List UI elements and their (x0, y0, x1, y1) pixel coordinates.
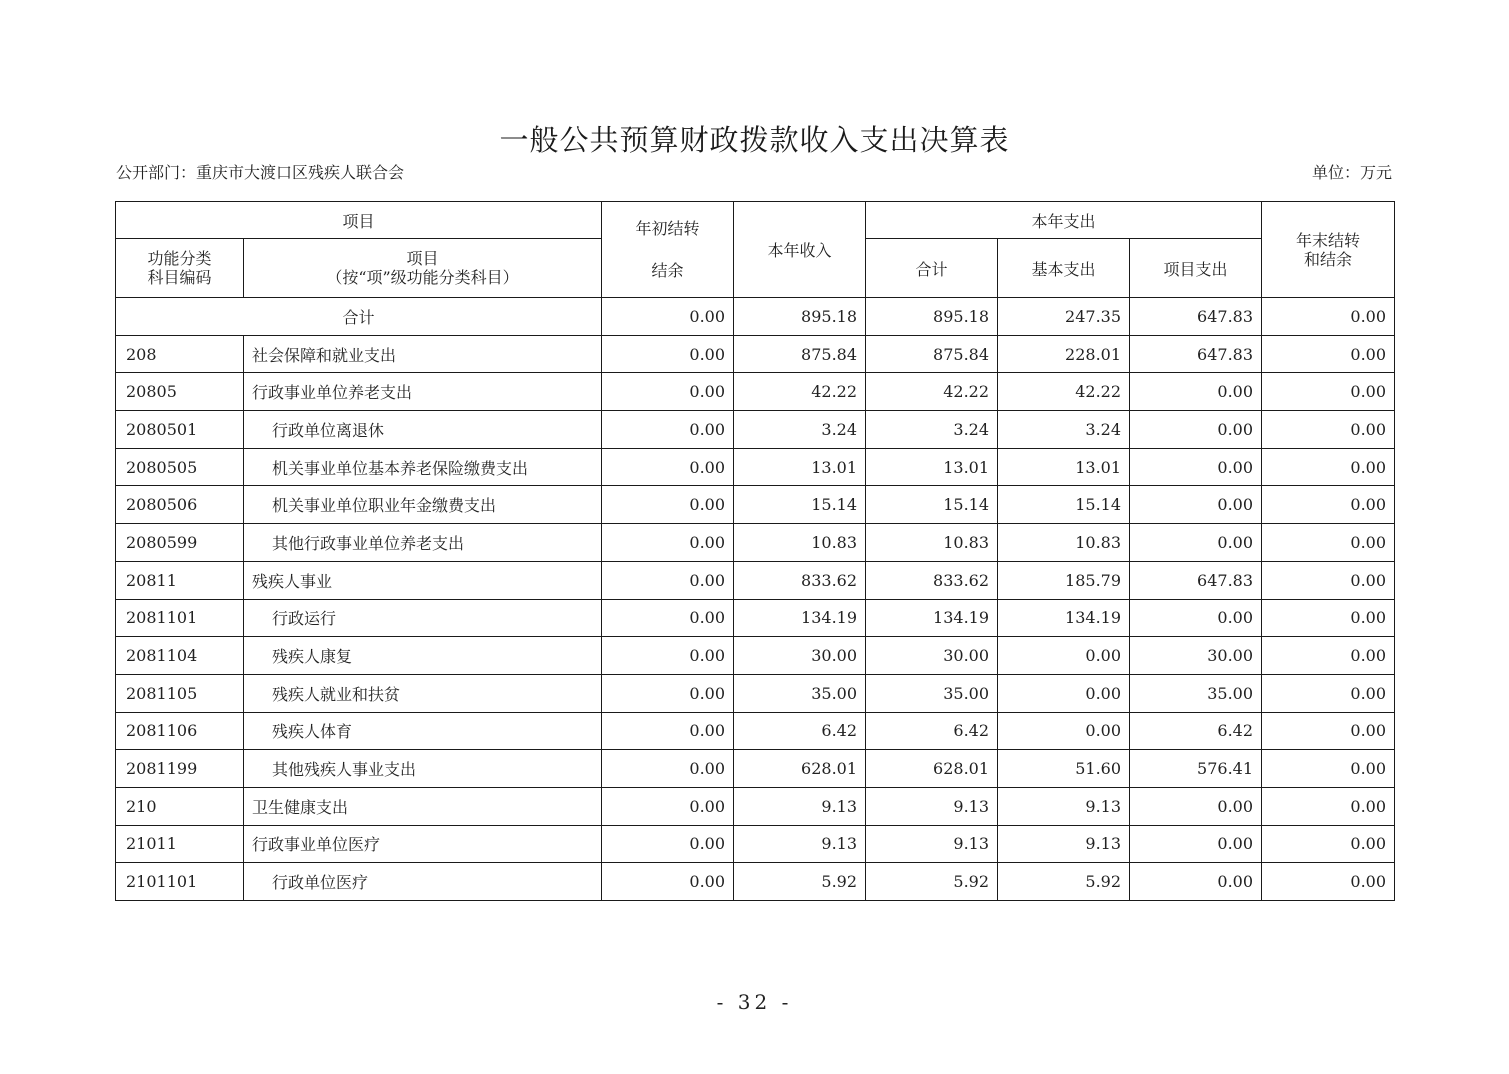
row-begin-balance: 0.00 (602, 674, 734, 712)
row-name: 行政单位医疗 (244, 863, 602, 901)
table-row (116, 599, 1395, 637)
row-end-balance: 0.00 (1262, 335, 1395, 373)
table-row (116, 674, 1395, 712)
row-code: 2081104 (116, 637, 244, 675)
row-end-balance: 0.00 (1262, 448, 1395, 486)
table-row (116, 373, 1395, 411)
header-expense-total: 合计 (866, 239, 998, 298)
row-code: 2080506 (116, 486, 244, 524)
row-expense-project: 35.00 (1130, 674, 1262, 712)
row-begin-balance: 0.00 (602, 750, 734, 788)
row-code: 21011 (116, 825, 244, 863)
header-name-col (244, 239, 602, 298)
total-begin: 0.00 (602, 298, 734, 336)
row-expense-project: 576.41 (1130, 750, 1262, 788)
row-expense-total: 15.14 (866, 486, 998, 524)
row-end-balance: 0.00 (1262, 863, 1395, 901)
budget-table (115, 201, 1395, 901)
table-row (116, 486, 1395, 524)
row-expense-total: 42.22 (866, 373, 998, 411)
row-expense-basic: 134.19 (998, 599, 1130, 637)
row-expense-project: 0.00 (1130, 787, 1262, 825)
row-expense-total: 628.01 (866, 750, 998, 788)
table-row (116, 561, 1395, 599)
row-begin-balance: 0.00 (602, 373, 734, 411)
row-expense-basic: 3.24 (998, 411, 1130, 449)
row-name: 残疾人事业 (244, 561, 602, 599)
row-expense-total: 875.84 (866, 335, 998, 373)
row-code: 2080505 (116, 448, 244, 486)
row-expense-basic: 228.01 (998, 335, 1130, 373)
header-code-line2: 科目编码 (147, 268, 212, 287)
header-expense-project: 项目支出 (1130, 239, 1262, 298)
row-expense-total: 5.92 (866, 863, 998, 901)
row-income: 35.00 (734, 674, 866, 712)
row-name: 卫生健康支出 (244, 787, 602, 825)
row-name: 残疾人就业和扶贫 (244, 674, 602, 712)
row-begin-balance: 0.00 (602, 448, 734, 486)
row-expense-total: 9.13 (866, 825, 998, 863)
row-income: 9.13 (734, 825, 866, 863)
row-begin-balance: 0.00 (602, 335, 734, 373)
row-expense-project: 0.00 (1130, 486, 1262, 524)
row-begin-balance: 0.00 (602, 787, 734, 825)
total-income: 895.18 (734, 298, 866, 336)
total-end: 0.00 (1262, 298, 1395, 336)
row-name: 残疾人体育 (244, 712, 602, 750)
row-end-balance: 0.00 (1262, 373, 1395, 411)
row-expense-basic: 15.14 (998, 486, 1130, 524)
row-expense-total: 6.42 (866, 712, 998, 750)
row-end-balance: 0.00 (1262, 637, 1395, 675)
table-row (116, 448, 1395, 486)
row-code: 20805 (116, 373, 244, 411)
row-name: 其他残疾人事业支出 (244, 750, 602, 788)
row-name: 机关事业单位基本养老保险缴费支出 (244, 448, 602, 486)
row-expense-basic: 42.22 (998, 373, 1130, 411)
row-name: 残疾人康复 (244, 637, 602, 675)
row-expense-project: 0.00 (1130, 863, 1262, 901)
row-expense-project: 0.00 (1130, 524, 1262, 562)
row-expense-basic: 9.13 (998, 787, 1130, 825)
row-expense-project: 647.83 (1130, 335, 1262, 373)
row-end-balance: 0.00 (1262, 599, 1395, 637)
row-expense-project: 0.00 (1130, 825, 1262, 863)
row-expense-total: 833.62 (866, 561, 998, 599)
row-income: 5.92 (734, 863, 866, 901)
row-name: 其他行政事业单位养老支出 (244, 524, 602, 562)
row-name: 社会保障和就业支出 (244, 335, 602, 373)
total-label: 合计 (116, 298, 602, 336)
row-expense-project: 0.00 (1130, 599, 1262, 637)
row-name: 行政运行 (244, 599, 602, 637)
row-code: 2081105 (116, 674, 244, 712)
row-code: 2080501 (116, 411, 244, 449)
unit-label: 单位：万元 (1311, 163, 1392, 182)
table-row (116, 712, 1395, 750)
row-income: 9.13 (734, 787, 866, 825)
row-income: 13.01 (734, 448, 866, 486)
row-expense-project: 0.00 (1130, 448, 1262, 486)
row-begin-balance: 0.00 (602, 863, 734, 901)
row-expense-total: 3.24 (866, 411, 998, 449)
row-expense-basic: 185.79 (998, 561, 1130, 599)
row-end-balance: 0.00 (1262, 524, 1395, 562)
row-expense-basic: 10.83 (998, 524, 1130, 562)
total-expense-basic: 247.35 (998, 298, 1130, 336)
row-expense-project: 647.83 (1130, 561, 1262, 599)
row-expense-total: 30.00 (866, 637, 998, 675)
row-code: 2101101 (116, 863, 244, 901)
row-income: 3.24 (734, 411, 866, 449)
row-income: 628.01 (734, 750, 866, 788)
table-row (116, 787, 1395, 825)
row-begin-balance: 0.00 (602, 411, 734, 449)
row-expense-total: 35.00 (866, 674, 998, 712)
row-income: 10.83 (734, 524, 866, 562)
table-row (116, 637, 1395, 675)
row-expense-basic: 0.00 (998, 712, 1130, 750)
row-end-balance: 0.00 (1262, 712, 1395, 750)
row-begin-balance: 0.00 (602, 486, 734, 524)
row-income: 15.14 (734, 486, 866, 524)
row-expense-project: 0.00 (1130, 373, 1262, 411)
header-end-balance-line1: 年末结转 (1296, 230, 1361, 250)
row-income: 875.84 (734, 335, 866, 373)
row-expense-basic: 51.60 (998, 750, 1130, 788)
row-end-balance: 0.00 (1262, 825, 1395, 863)
row-income: 42.22 (734, 373, 866, 411)
row-expense-total: 13.01 (866, 448, 998, 486)
row-expense-total: 134.19 (866, 599, 998, 637)
total-expense-total: 895.18 (866, 298, 998, 336)
row-end-balance: 0.00 (1262, 411, 1395, 449)
header-expense-group: 本年支出 (866, 202, 1262, 239)
row-expense-project: 0.00 (1130, 411, 1262, 449)
row-income: 6.42 (734, 712, 866, 750)
row-end-balance: 0.00 (1262, 750, 1395, 788)
page-title: 一般公共预算财政拨款收入支出决算表 (499, 123, 1010, 157)
row-end-balance: 0.00 (1262, 561, 1395, 599)
table-row (116, 750, 1395, 788)
header-name-line2: （按“项”级功能分类科目） (326, 268, 519, 287)
row-income: 30.00 (734, 637, 866, 675)
row-income: 833.62 (734, 561, 866, 599)
row-begin-balance: 0.00 (602, 825, 734, 863)
table-row (116, 335, 1395, 373)
header-code-col (116, 239, 244, 298)
header-item-group: 项目 (116, 202, 602, 239)
row-expense-basic: 5.92 (998, 863, 1130, 901)
row-name: 行政事业单位医疗 (244, 825, 602, 863)
row-code: 20811 (116, 561, 244, 599)
header-row-1 (116, 202, 1395, 239)
header-name-line1: 项目 (406, 249, 439, 268)
row-expense-basic: 0.00 (998, 674, 1130, 712)
row-begin-balance: 0.00 (602, 712, 734, 750)
row-name: 机关事业单位职业年金缴费支出 (244, 486, 602, 524)
row-expense-basic: 9.13 (998, 825, 1130, 863)
total-expense-project: 647.83 (1130, 298, 1262, 336)
header-begin-balance-line2: 结余 (651, 260, 684, 280)
row-expense-basic: 0.00 (998, 637, 1130, 675)
header-begin-balance (602, 202, 734, 298)
header-income: 本年收入 (734, 202, 866, 298)
row-begin-balance: 0.00 (602, 561, 734, 599)
header-expense-basic: 基本支出 (998, 239, 1130, 298)
row-code: 2081106 (116, 712, 244, 750)
row-expense-total: 9.13 (866, 787, 998, 825)
row-expense-project: 30.00 (1130, 637, 1262, 675)
total-row (116, 298, 1395, 336)
row-begin-balance: 0.00 (602, 637, 734, 675)
row-code: 2081101 (116, 599, 244, 637)
row-end-balance: 0.00 (1262, 486, 1395, 524)
department-label: 公开部门：重庆市大渡口区残疾人联合会 (116, 163, 405, 182)
table-row (116, 524, 1395, 562)
header-begin-balance-line1: 年初结转 (635, 218, 700, 238)
row-code: 2081199 (116, 750, 244, 788)
row-begin-balance: 0.00 (602, 524, 734, 562)
row-code: 208 (116, 335, 244, 373)
row-name: 行政单位离退休 (244, 411, 602, 449)
header-end-balance (1262, 202, 1395, 298)
row-income: 134.19 (734, 599, 866, 637)
row-code: 2080599 (116, 524, 244, 562)
row-expense-basic: 13.01 (998, 448, 1130, 486)
page-number: - 32 - (716, 990, 793, 1014)
row-end-balance: 0.00 (1262, 787, 1395, 825)
row-end-balance: 0.00 (1262, 674, 1395, 712)
row-code: 210 (116, 787, 244, 825)
header-code-line1: 功能分类 (147, 249, 212, 268)
table-row (116, 825, 1395, 863)
row-expense-total: 10.83 (866, 524, 998, 562)
header-end-balance-line2: 和结余 (1304, 249, 1353, 269)
row-begin-balance: 0.00 (602, 599, 734, 637)
row-expense-project: 6.42 (1130, 712, 1262, 750)
table-row (116, 411, 1395, 449)
row-name: 行政事业单位养老支出 (244, 373, 602, 411)
table-row (116, 863, 1395, 901)
